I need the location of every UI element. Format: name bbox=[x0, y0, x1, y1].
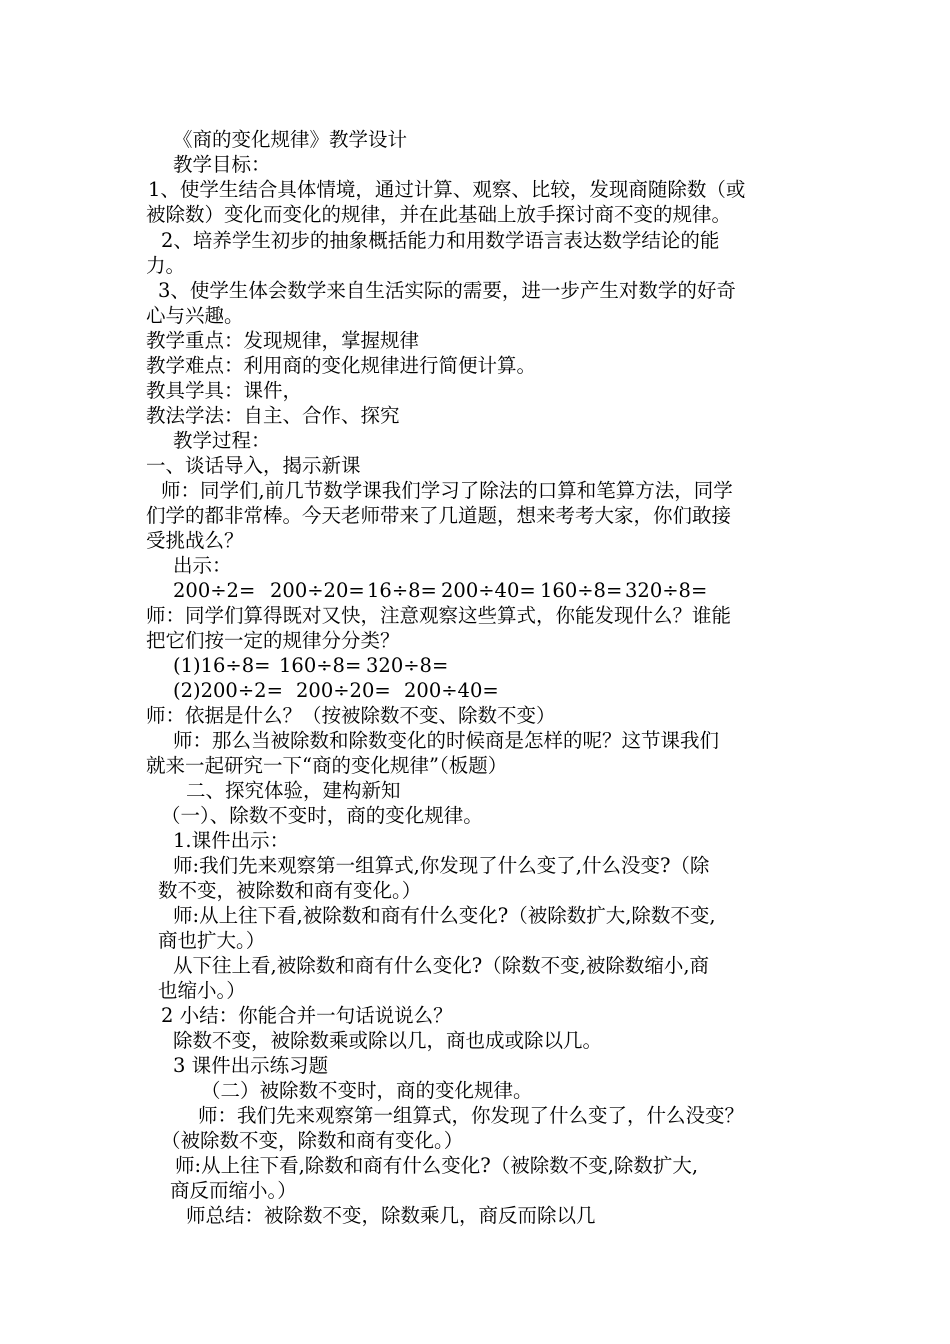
key-point: 教学重点：发现规律，掌握规律 bbox=[146, 329, 420, 352]
expression: 200÷20= bbox=[270, 579, 365, 602]
step-3: 3 课件出示练习题 bbox=[173, 1054, 329, 1077]
observe-3-line-2: 也缩小。） bbox=[158, 979, 246, 1002]
document-title: 《商的变化规律》教学设计 bbox=[173, 128, 408, 151]
summary-2: 师总结：被除数不变，除数乘几，商反而除以几 bbox=[186, 1204, 596, 1227]
goal-1-line-2: 被除数）变化而变化的规律，并在此基础上放手探讨商不变的规律。 bbox=[146, 203, 732, 226]
observe-2-line-1: 师:从上往下看,被除数和商有什么变化?（被除数扩大,除数不变, bbox=[173, 904, 716, 927]
classify-line-2: 把它们按一定的规律分分类？ bbox=[146, 629, 400, 652]
expression: 200÷40= bbox=[441, 579, 536, 602]
step-2: 2 小结：你能合并一句话说说么？ bbox=[161, 1004, 453, 1027]
goal-3-line-1: 3、使学生体会数学来自生活实际的需要，进一步产生对数学的好奇 bbox=[158, 279, 736, 302]
observe-4-line-2: （被除数不变，除数和商有变化。） bbox=[161, 1129, 464, 1152]
observe-4-line-1: 师：我们先来观察第一组算式，你发现了什么变了，什么没变？ bbox=[198, 1104, 745, 1127]
group-2-expression: 200÷40= bbox=[404, 679, 499, 702]
group-1-expression: 160÷8= bbox=[279, 654, 362, 677]
observe-3-line-1: 从下往上看,被除数和商有什么变化?（除数不变,被除数缩小,商 bbox=[173, 954, 710, 977]
observe-1-line-2: 数不变，被除数和商有变化。） bbox=[158, 879, 422, 902]
intro-line-3: 受挑战么？ bbox=[146, 529, 244, 552]
classify-line-1: 师：同学们算得既对又快，注意观察这些算式，你能发现什么？谁能 bbox=[146, 604, 732, 627]
methods: 教法学法：自主、合作、探究 bbox=[146, 404, 400, 427]
intro-line-1: 师：同学们,前几节数学课我们学习了除法的口算和笔算方法，同学 bbox=[161, 479, 733, 502]
expression: 160÷8= bbox=[540, 579, 623, 602]
group-2-expression: 200÷20= bbox=[296, 679, 391, 702]
goal-1-line-1: 1、使学生结合具体情境，通过计算、观察、比较，发现商随除数（或 bbox=[148, 178, 746, 201]
observe-1-line-1: 师:我们先来观察第一组算式,你发现了什么变了,什么没变?（除 bbox=[173, 854, 710, 877]
tools: 教具学具：课件， bbox=[146, 379, 303, 402]
expression: 320÷8= bbox=[625, 579, 708, 602]
process-heading: 教学过程： bbox=[173, 429, 271, 452]
goals-heading: 教学目标： bbox=[173, 153, 271, 176]
topic-line-2: 就来一起研究一下“商的变化规律”（板题） bbox=[146, 754, 508, 777]
expression: 16÷8= bbox=[367, 579, 437, 602]
topic-line-1: 师：那么当被除数和除数变化的时候商是怎样的呢？这节课我们 bbox=[173, 729, 720, 752]
observe-5-line-1: 师:从上往下看,除数和商有什么变化?（被除数不变,除数扩大, bbox=[175, 1154, 699, 1177]
observe-5-line-2: 商反而缩小。） bbox=[170, 1179, 297, 1202]
summary-1: 除数不变，被除数乘或除以几，商也成或除以几。 bbox=[173, 1029, 603, 1052]
section-1-heading: 一、谈话导入，揭示新课 bbox=[146, 454, 361, 477]
group-1-label: (1)16÷8= bbox=[173, 654, 271, 677]
sub-section-1-heading: （一）、除数不变时，商的变化规律。 bbox=[161, 804, 483, 827]
goal-3-line-2: 心与兴趣。 bbox=[146, 304, 244, 327]
basis: 师：依据是什么？（按被除数不变、除数不变） bbox=[146, 704, 556, 727]
observe-2-line-2: 商也扩大。） bbox=[158, 929, 266, 952]
group-2-label: (2)200÷2= bbox=[173, 679, 283, 702]
difficulty: 教学难点：利用商的变化规律进行简便计算。 bbox=[146, 354, 537, 377]
intro-line-2: 们学的都非常棒。今天老师带来了几道题，想来考考大家，你们敢接 bbox=[146, 504, 732, 527]
group-1-expression: 320÷8= bbox=[366, 654, 449, 677]
show-label: 出示： bbox=[173, 554, 232, 577]
expression: 200÷2= bbox=[173, 579, 256, 602]
goal-2-line-1: 2、培养学生初步的抽象概括能力和用数学语言表达数学结论的能 bbox=[161, 229, 720, 252]
section-2-heading: 二、探究体验，建构新知 bbox=[186, 779, 401, 802]
sub-section-2-heading: （二）被除数不变时，商的变化规律。 bbox=[201, 1079, 533, 1102]
step-1: 1.课件出示： bbox=[173, 829, 290, 852]
goal-2-line-2: 力。 bbox=[146, 254, 186, 277]
